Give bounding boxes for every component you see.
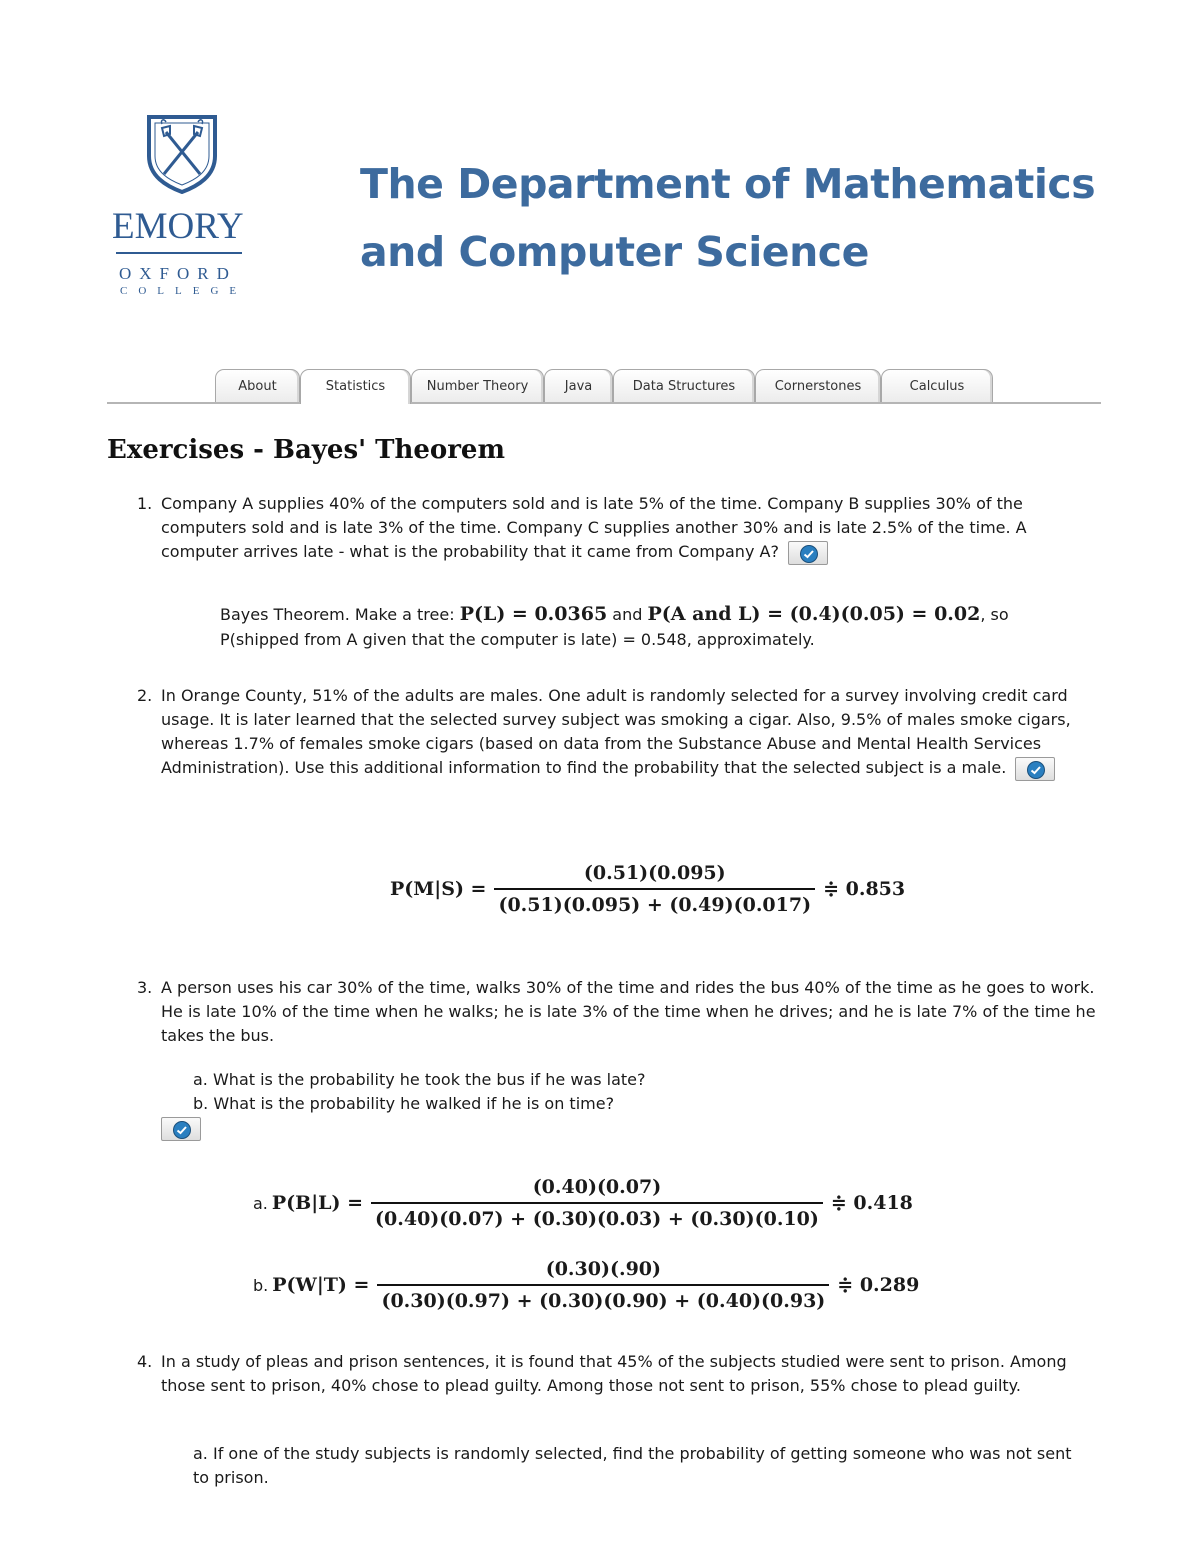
tab-data-structures[interactable]: Data Structures [613, 369, 755, 402]
tab-about[interactable]: About [215, 369, 300, 402]
answer-3b-fraction [377, 1254, 829, 1316]
answer-3b-formula [253, 1254, 919, 1316]
show-answer-button[interactable] [161, 1117, 201, 1141]
answer-2-lhs: P(M|S) = [390, 878, 487, 900]
answer-3a-label: a. [253, 1193, 268, 1213]
answer-3b-result: ≑ 0.289 [837, 1274, 920, 1296]
question-text: In a study of pleas and prison sentences, it is found that 45% of the subjects studied were sent to prison. Among those sent to prison, 40% chose to plead guilty. Among those not sent to prison, 55% chose to plead guilty. [161, 1352, 1067, 1395]
tab-navigation [107, 369, 1101, 405]
question-number: 4. [137, 1352, 153, 1371]
department-title [360, 150, 1096, 286]
answer-2-result: ≑ 0.853 [823, 878, 906, 900]
fraction-denominator: (0.51)(0.095) + (0.49)(0.017) [498, 894, 812, 916]
question-3-part-a: a. What is the probability he took the bus if he was late? [193, 1070, 646, 1089]
tab-statistics[interactable]: Statistics [300, 369, 411, 404]
show-answer-button[interactable] [1015, 757, 1055, 781]
answer-3b-label: b. [253, 1275, 269, 1295]
question-number: 2. [137, 686, 153, 705]
crossed-torches-shield-icon [146, 114, 218, 194]
tab-number-theory[interactable]: Number Theory [411, 369, 544, 402]
answer-1-math-pal: P(A and L) = (0.4)(0.05) = 0.02 [647, 603, 981, 625]
question-2-text: In Orange County, 51% of the adults are males. One adult is randomly selected for a survey involving credit card usage. It is later learned that the selected survey subject was smoking a cigar. Also, 9.5% of males smoke cigars, whereas 1.7% of females smoke cigars (based on data from the Substance Abuse and Mental Health Services Administration). Use this additional information to find the probability that the selected subject is a male. [161, 686, 1071, 777]
tab-cornerstones[interactable]: Cornerstones [755, 369, 881, 402]
answer-3a-result: ≑ 0.418 [830, 1192, 913, 1214]
answer-1-line1 [220, 602, 1009, 627]
emory-oxford-logo[interactable] [112, 114, 252, 298]
answer-2-formula [390, 858, 905, 920]
answer-1-and: and [607, 605, 648, 624]
main-content [107, 428, 1101, 1487]
answer-3b-lhs: P(W|T) = [272, 1274, 370, 1296]
logo-emory-text: EMORY [112, 206, 244, 247]
fraction-numerator: (0.30)(.90) [545, 1258, 662, 1280]
logo-divider [116, 252, 242, 254]
page-title: Exercises - Bayes' Theorem [107, 435, 505, 465]
fraction-denominator: (0.30)(0.97) + (0.30)(0.90) + (0.40)(0.93) [381, 1290, 826, 1312]
answer-2-fraction [494, 858, 815, 920]
tab-calculus[interactable]: Calculus [881, 369, 993, 402]
logo-college-text: COLLEGE [120, 285, 248, 297]
question-1 [107, 492, 1101, 572]
answer-3a-formula [253, 1172, 913, 1234]
question-3-part-b: b. What is the probability he walked if he is on time? [193, 1094, 615, 1113]
question-text [161, 492, 1101, 565]
question-text [161, 684, 1101, 781]
answer-1-suffix: , so [980, 605, 1009, 624]
question-4 [107, 1350, 1101, 1430]
answer-1-math-pl: P(L) = 0.0365 [459, 603, 608, 625]
tab-java[interactable]: Java [544, 369, 613, 402]
site-header [0, 0, 1200, 340]
show-answer-button[interactable] [788, 541, 828, 565]
answer-1-prefix: Bayes Theorem. Make a tree: [220, 605, 460, 624]
fraction-numerator: (0.40)(0.07) [532, 1176, 662, 1198]
answer-3a-fraction [371, 1172, 823, 1234]
question-4-part-a: a. If one of the study subjects is randomly selected, find the probability of getting someone who was not sent to prison. [193, 1444, 1072, 1487]
department-title-line2: and Computer Science [360, 228, 869, 276]
department-title-line1: The Department of Mathematics [360, 160, 1096, 208]
question-3 [107, 976, 1101, 1056]
fraction-numerator: (0.51)(0.095) [583, 862, 726, 884]
checkmark-icon [799, 544, 819, 564]
checkmark-icon [172, 1120, 192, 1140]
fraction-denominator: (0.40)(0.07) + (0.30)(0.03) + (0.30)(0.10) [375, 1208, 819, 1230]
question-1-text: Company A supplies 40% of the computers sold and is late 5% of the time. Company B supplies 30% of the computers sold and is late 3% of the time. Company C supplies another 30% and is late 2.5% of the time. A computer arrives late - what is the probability that it came from Company A? [161, 494, 1027, 561]
question-text: A person uses his car 30% of the time, walks 30% of the time and rides the bus 40% of the time as he goes to work. He is late 10% of the time when he walks; he is late 3% of the time when he drives; and he is late 7% of the time he takes the bus. [161, 978, 1096, 1045]
answer-3a-lhs: P(B|L) = [271, 1192, 364, 1214]
logo-oxford-text: OXFORD [119, 264, 237, 283]
question-number: 3. [137, 978, 153, 997]
checkmark-icon [1026, 760, 1046, 780]
question-2 [107, 684, 1101, 814]
question-number: 1. [137, 494, 153, 513]
answer-1-line2: P(shipped from A given that the computer is late) = 0.548, approximately. [220, 630, 815, 649]
